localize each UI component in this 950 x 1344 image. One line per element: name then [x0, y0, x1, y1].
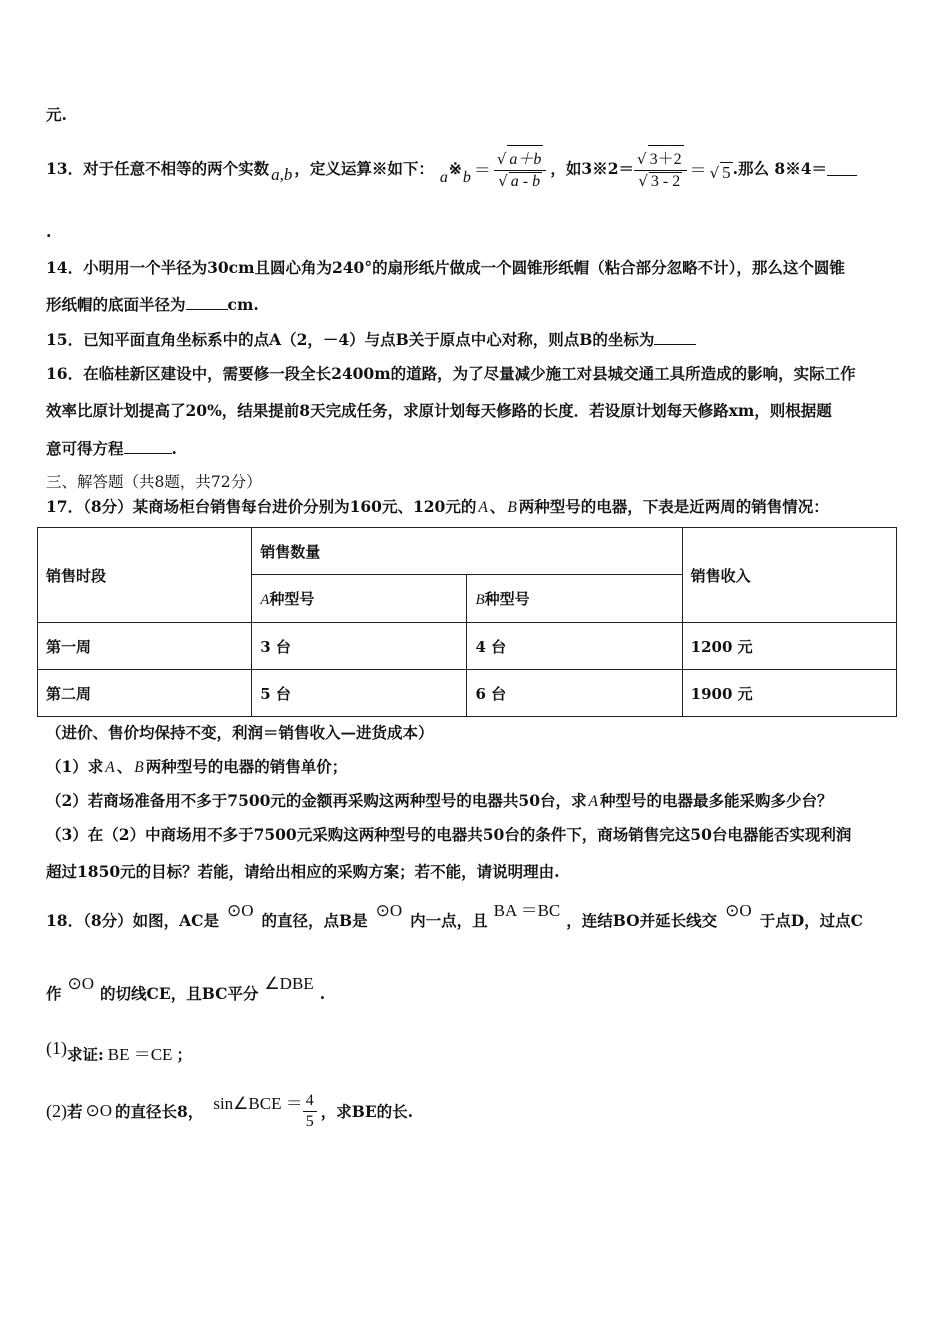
q13-root5 — [710, 162, 733, 183]
q13-vars: a,b — [271, 165, 293, 184]
q17-intro-sep: 、 — [489, 497, 506, 516]
q17-part2 — [46, 789, 832, 811]
sales-table — [37, 527, 897, 717]
q13-lhs-a: a — [439, 169, 448, 186]
q15-answer-blank — [654, 330, 696, 345]
q18-line2 — [46, 974, 326, 1004]
q13-example: ，如3※2＝ — [550, 159, 634, 178]
q18-l1-e: 于点D，过点C — [759, 911, 863, 930]
q17-part2-a: A — [588, 793, 598, 810]
row1-a: 3 台 — [252, 623, 467, 670]
q17-intro-pre: 17．（8分）某商场柜台销售每台进价分别为160元、120元的 — [46, 497, 477, 516]
q14-answer-blank — [186, 295, 228, 310]
q18-part1 — [46, 1040, 192, 1065]
q18-be-ce: BE ＝CE — [107, 1045, 173, 1064]
q18-sin-den: 5 — [305, 1112, 314, 1130]
q18-sin: sin∠BCE ＝ — [213, 1093, 303, 1113]
q17-part2-post: 种型号的电器最多能采购多少台？ — [599, 791, 833, 810]
q16-line3-text: 意可得方程 — [46, 439, 124, 458]
q13-root5-value: 5 — [722, 162, 731, 182]
row2-a: 5 台 — [252, 670, 467, 717]
q18-part2 — [46, 1088, 413, 1134]
row2-period: 第二周 — [38, 670, 252, 717]
row1-income: 1200 元 — [682, 623, 896, 670]
q13-mid: ，定义运算※如下： — [294, 159, 434, 178]
q17-part3-line2: 超过1850元的目标？若能，请给出相应的采购方案；若不能，请说明理由. — [46, 862, 560, 881]
q18-part2-end: ，求BE的长. — [320, 1102, 414, 1121]
row1-period: 第一周 — [38, 623, 252, 670]
q18-line1 — [46, 901, 863, 931]
q18-sin-fraction — [303, 1092, 317, 1131]
q18-part1-end: ； — [176, 1045, 192, 1064]
q14-line2-text: 形纸帽的底面半径为 — [46, 295, 186, 314]
q18-circle-5: ⊙O — [85, 1101, 113, 1120]
q18-l2-b: 的切线CE，且BC平分 — [100, 984, 259, 1003]
q13-den2: 3 - 2 — [650, 173, 681, 190]
section-3-heading: 三、解答题（共8题，共72分） — [46, 473, 262, 491]
q16-line2: 效率比原计划提高了20%，结果提前8天完成任务，求原计划每天修路的长度．若设原计划每天修路xm，则根据题 — [46, 401, 832, 420]
header-type-b — [467, 575, 682, 623]
q18-part1-num: (1) — [46, 1038, 67, 1058]
table-row — [38, 670, 897, 717]
header-type-b-letter: B — [475, 592, 485, 608]
q14-line2-tail: cm. — [227, 295, 259, 314]
q18-l1-a: 18．（8分）如图，AC是 — [46, 911, 219, 930]
q17-part1-sep: 、 — [116, 757, 133, 776]
radical-icon: √ — [496, 150, 507, 168]
q13-fraction-2 — [634, 145, 687, 191]
q17-part1-post: 两种型号的电器的销售单价； — [145, 757, 348, 776]
q13-dot: . — [46, 222, 52, 241]
q18-l1-c: 内一点，且 — [410, 911, 488, 930]
q18-angle: ∠DBE — [264, 974, 314, 993]
radical-icon: √ — [637, 150, 647, 168]
header-type-b-text: 种型号 — [484, 590, 530, 608]
radical-icon: √ — [638, 172, 648, 190]
q16-answer-blank — [124, 439, 172, 454]
q17-intro-b: B — [507, 499, 517, 516]
q13-num2: 3＋2 — [648, 145, 684, 169]
q13-prefix: 13．对于任意不相等的两个实数 — [46, 159, 270, 178]
q18-circle-1: ⊙O — [226, 901, 254, 920]
q18-l2-c: . — [319, 984, 326, 1003]
q17-part3-line1: （3）在（2）中商场用不多于7500元采购这两种型号的电器共50台的条件下，商场销售完这50台电器能否实现利润 — [46, 825, 852, 844]
q16-line3-tail: . — [171, 439, 177, 458]
header-income: 销售收入 — [682, 528, 896, 623]
q13-op: ※ — [448, 158, 462, 178]
q13-num1: a＋b — [507, 145, 543, 169]
q18-part2-mid: 的直径长8， — [115, 1102, 204, 1121]
q18-ba-bc: BA ＝BC — [493, 901, 561, 920]
q17-intro-post: 两种型号的电器，下表是近两周的销售情况： — [518, 497, 829, 516]
q18-part1-text: 求证: — [67, 1045, 104, 1064]
q13-den1: a - b — [510, 173, 541, 190]
q13-eq2: ＝ — [689, 160, 707, 180]
q13-fraction-1 — [494, 145, 547, 191]
q17-part1 — [46, 755, 347, 777]
q16-line3 — [46, 437, 177, 459]
q15-line — [46, 328, 696, 350]
header-period: 销售时段 — [38, 528, 252, 623]
q18-sin-num: 4 — [303, 1092, 317, 1112]
header-type-a-letter: A — [260, 592, 270, 608]
q18-circle-3: ⊙O — [725, 901, 752, 920]
q17-part2-pre: （2）若商场准备用不多于7500元的金额再采购这两种型号的电器共50台，求 — [46, 791, 587, 810]
q17-part1-pre: （1）求 — [46, 757, 104, 776]
q15-text: 15．已知平面直角坐标系中的点A（2，－4）与点B关于原点中心对称，则点B的坐标为 — [46, 330, 655, 349]
q14-line2 — [46, 293, 259, 315]
q18-part2-num: (2) — [46, 1100, 67, 1121]
row2-b: 6 台 — [467, 670, 682, 717]
q17-intro — [46, 495, 829, 517]
radical-icon: √ — [498, 172, 508, 190]
header-type-a — [252, 575, 467, 623]
radical-icon: √ — [709, 163, 720, 182]
table-row — [38, 623, 897, 670]
q13-line — [46, 138, 857, 198]
q18-l2-a: 作 — [46, 984, 62, 1003]
q13-lhs-b: b — [462, 169, 471, 186]
q14-line1: 14．小明用一个半径为30cm且圆心角为240°的扇形纸片做成一个圆锥形纸帽（粘合部分忽略不计），那么这个圆锥 — [46, 258, 845, 277]
row1-b: 4 台 — [467, 623, 682, 670]
q16-line1: 16．在临桂新区建设中，需要修一段全长2400m的道路，为了尽量减少施工对县城交通工具所造成的影响，实际工作 — [46, 364, 856, 383]
q18-l1-b: 的直径，点B是 — [261, 911, 368, 930]
q18-part2-text: 若 — [67, 1102, 83, 1121]
q13-tail: .那么 8※4＝ — [732, 159, 828, 178]
header-quantity: 销售数量 — [252, 528, 682, 575]
q18-circle-2: ⊙O — [375, 901, 403, 920]
q17-intro-a: A — [478, 499, 488, 516]
q18-circle-4: ⊙O — [67, 974, 95, 993]
q17-part1-a: A — [105, 759, 115, 776]
q17-note: （进价、售价均保持不变，利润＝销售收入—进货成本） — [46, 723, 434, 742]
q17-part1-b: B — [134, 759, 144, 776]
row2-income: 1900 元 — [682, 670, 896, 717]
q12-tail: 元. — [46, 105, 67, 124]
q13-eq: ＝ — [473, 160, 491, 180]
q13-answer-blank — [827, 161, 857, 176]
q18-l1-d: ，连结BO并延长线交 — [566, 911, 718, 930]
header-type-a-text: 种型号 — [269, 590, 315, 608]
